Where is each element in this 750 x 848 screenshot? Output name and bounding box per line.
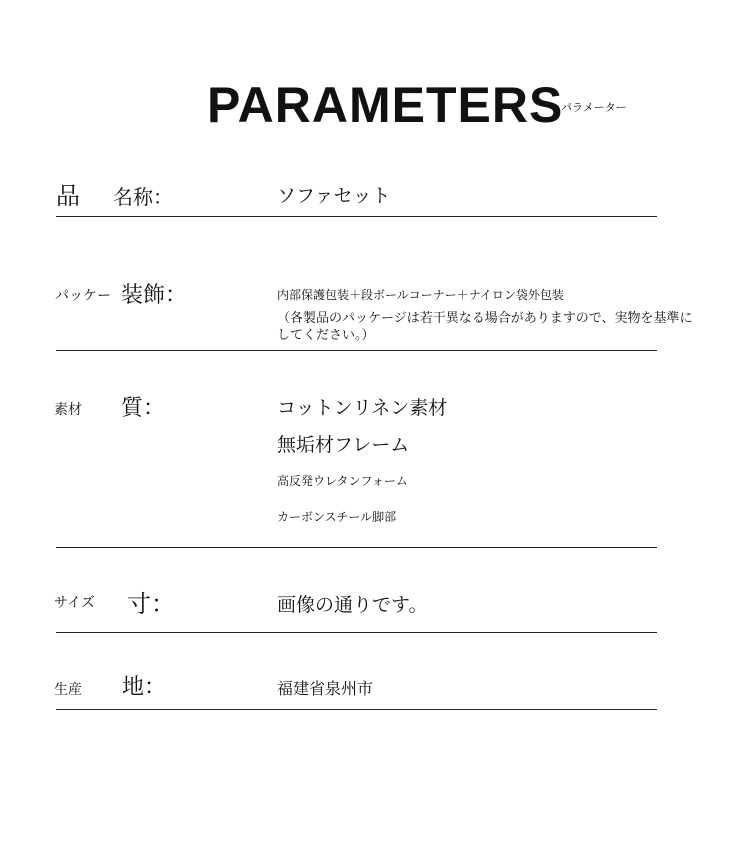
name-value: ソファセット [277, 185, 391, 207]
row-divider [56, 350, 657, 351]
parameters-subtitle: パラメーター [561, 101, 627, 114]
material-value-4: カーボンスチール脚部 [277, 510, 397, 524]
packaging-label-small: パッケー [55, 288, 111, 304]
row-divider [56, 709, 657, 710]
row-divider [56, 632, 657, 633]
name-label-small: 品 [56, 182, 80, 210]
packaging-note-line2: してください。） [277, 328, 375, 343]
material-label-small: 素材 [54, 402, 82, 418]
packaging-label: 装飾： [121, 283, 188, 308]
size-label-small: サイズ [54, 595, 95, 611]
parameters-title: PARAMETERS [207, 77, 564, 133]
origin-value: 福建省泉州市 [277, 679, 374, 698]
origin-label-small: 生産 [54, 682, 82, 698]
size-label: 寸： [127, 590, 175, 618]
packaging-note-line1: （各製品のパッケージは若干異なる場合がありますので、実物を基準に [277, 311, 693, 326]
material-label: 質： [121, 396, 166, 421]
row-divider [56, 216, 657, 217]
packaging-value: 内部保護包装＋段ボールコーナー＋ナイロン袋外包装 [277, 288, 564, 302]
material-value-3: 高反発ウレタンフォーム [277, 474, 408, 488]
size-value: 画像の通りです。 [277, 594, 428, 616]
material-value-1: コットンリネン素材 [277, 397, 448, 419]
origin-label: 地： [122, 675, 167, 700]
name-label: 名称： [113, 185, 173, 209]
material-value-2: 無垢材フレーム [277, 434, 410, 456]
row-divider [56, 547, 657, 548]
